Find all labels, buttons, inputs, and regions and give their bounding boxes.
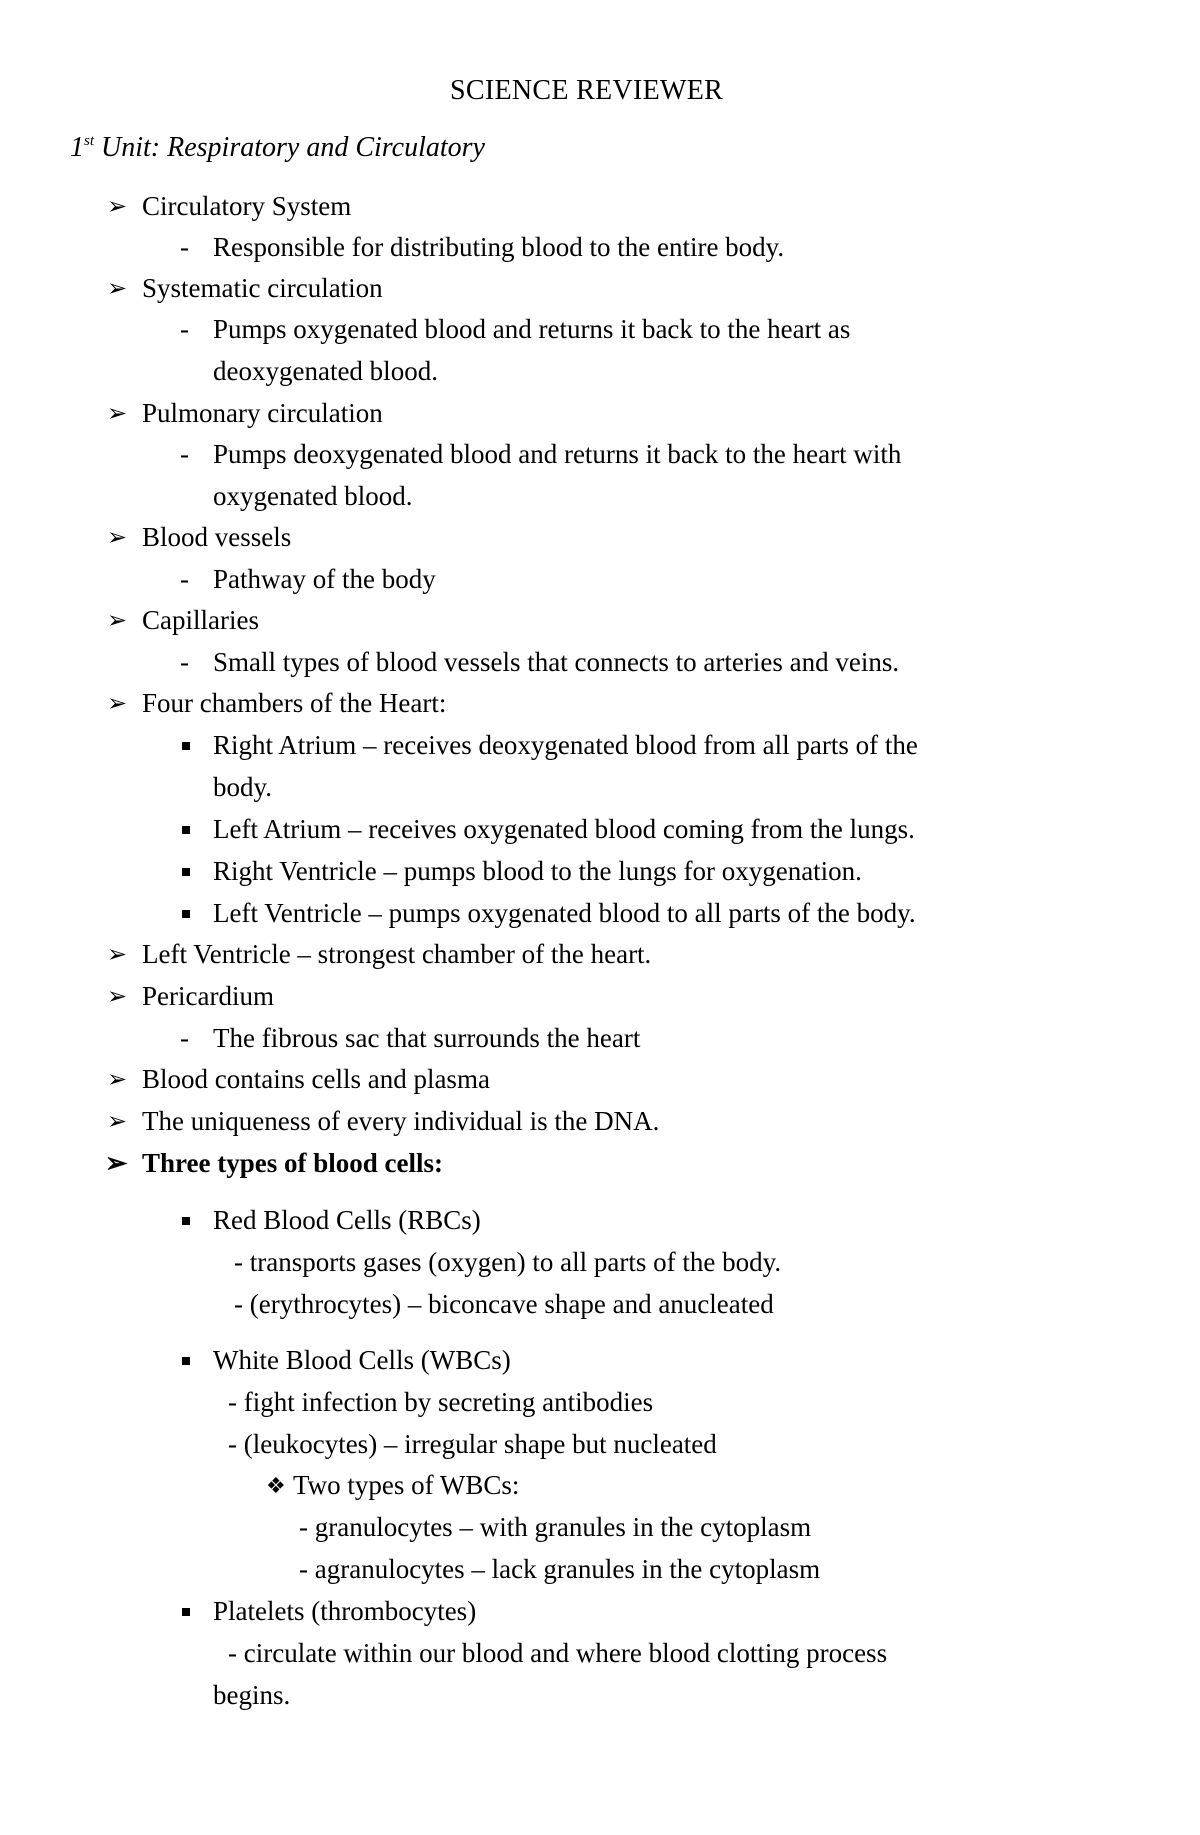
cell-type-detail: - circulate within our blood and where blood clotting process bbox=[228, 1638, 888, 1668]
square-bullet-icon bbox=[182, 826, 190, 834]
dash-marker: - bbox=[180, 1023, 189, 1053]
bullet-item: Pulmonary circulation bbox=[142, 398, 383, 428]
chamber-item: Left Atrium – receives oxygenated blood coming from the lungs. bbox=[213, 814, 915, 844]
square-bullet-icon bbox=[182, 1217, 190, 1225]
dash-marker: - bbox=[180, 564, 189, 594]
chamber-item: Left Ventricle – pumps oxygenated blood to all parts of the body. bbox=[213, 898, 916, 928]
diamond-bullet-icon: ❖ bbox=[266, 1473, 286, 1498]
arrow-bullet-icon: ➢ bbox=[107, 984, 128, 1010]
square-bullet-icon bbox=[182, 910, 190, 918]
cell-type-detail: - fight infection by secreting antibodies bbox=[228, 1387, 654, 1417]
unit-heading bbox=[70, 130, 485, 166]
bullet-item: Left Ventricle – strongest chamber of the heart. bbox=[142, 939, 652, 969]
sub-item: Pathway of the body bbox=[213, 564, 436, 594]
arrow-bullet-icon: ➢ bbox=[107, 691, 128, 717]
dash-marker: - bbox=[180, 314, 189, 344]
bullet-item: Circulatory System bbox=[142, 191, 352, 221]
arrow-bullet-icon: ➢ bbox=[105, 1148, 128, 1178]
sub-item: Responsible for distributing blood to the entire body. bbox=[213, 232, 785, 262]
sub-item: Pumps oxygenated blood and returns it back to the heart as bbox=[213, 314, 851, 344]
arrow-bullet-icon: ➢ bbox=[107, 525, 128, 551]
arrow-bullet-icon: ➢ bbox=[107, 194, 128, 220]
arrow-bullet-icon: ➢ bbox=[107, 942, 128, 968]
chamber-item-continuation: body. bbox=[213, 772, 272, 802]
arrow-bullet-icon: ➢ bbox=[107, 401, 128, 427]
wbc-type-item: - agranulocytes – lack granules in the cytoplasm bbox=[299, 1554, 821, 1584]
cell-type-detail: - (leukocytes) – irregular shape but nucleated bbox=[228, 1429, 717, 1459]
sub-item: Pumps deoxygenated blood and returns it back to the heart with bbox=[213, 439, 902, 469]
bullet-item: The uniqueness of every individual is the DNA. bbox=[142, 1106, 660, 1136]
square-bullet-icon bbox=[182, 742, 190, 750]
document-title: SCIENCE REVIEWER bbox=[450, 75, 724, 106]
cell-type-detail-continuation: begins. bbox=[213, 1680, 291, 1710]
bullet-item: Four chambers of the Heart: bbox=[142, 688, 447, 718]
sub-item: The fibrous sac that surrounds the heart bbox=[213, 1023, 641, 1053]
sub-item: Small types of blood vessels that connects to arteries and veins. bbox=[213, 647, 900, 677]
square-bullet-icon bbox=[182, 1608, 190, 1616]
arrow-bullet-icon: ➢ bbox=[107, 1067, 128, 1093]
sub-item-continuation: deoxygenated blood. bbox=[213, 356, 438, 386]
bullet-item: Blood vessels bbox=[142, 522, 292, 552]
unit-label: Unit: Respiratory and Circulatory bbox=[101, 132, 485, 163]
arrow-bullet-icon: ➢ bbox=[107, 1109, 128, 1135]
cell-type-item: Red Blood Cells (RBCs) bbox=[213, 1205, 481, 1235]
square-bullet-icon bbox=[182, 1357, 190, 1365]
wbc-types-heading: Two types of WBCs: bbox=[293, 1470, 520, 1500]
sub-item-continuation: oxygenated blood. bbox=[213, 481, 413, 511]
bullet-item: Capillaries bbox=[142, 605, 259, 635]
chamber-item: Right Atrium – receives deoxygenated blood from all parts of the bbox=[213, 730, 918, 760]
cell-type-detail: - (erythrocytes) – biconcave shape and anucleated bbox=[234, 1289, 774, 1319]
bullet-item: Blood contains cells and plasma bbox=[142, 1064, 490, 1094]
dash-marker: - bbox=[180, 439, 189, 469]
unit-ordinal: 1 bbox=[70, 132, 84, 163]
chamber-item: Right Ventricle – pumps blood to the lungs for oxygenation. bbox=[213, 856, 862, 886]
arrow-bullet-icon: ➢ bbox=[107, 608, 128, 634]
bullet-item: Pericardium bbox=[142, 981, 274, 1011]
arrow-bullet-icon: ➢ bbox=[107, 276, 128, 302]
wbc-type-item: - granulocytes – with granules in the cytoplasm bbox=[299, 1512, 812, 1542]
cell-type-item: White Blood Cells (WBCs) bbox=[213, 1345, 511, 1375]
cell-type-item: Platelets (thrombocytes) bbox=[213, 1596, 477, 1626]
bullet-item: Systematic circulation bbox=[142, 273, 383, 303]
dash-marker: - bbox=[180, 232, 189, 262]
section-heading: Three types of blood cells: bbox=[142, 1148, 443, 1178]
square-bullet-icon bbox=[182, 868, 190, 876]
cell-type-detail: - transports gases (oxygen) to all parts of the body. bbox=[234, 1247, 782, 1277]
dash-marker: - bbox=[180, 647, 189, 677]
unit-ordinal-suffix: st bbox=[84, 133, 95, 149]
